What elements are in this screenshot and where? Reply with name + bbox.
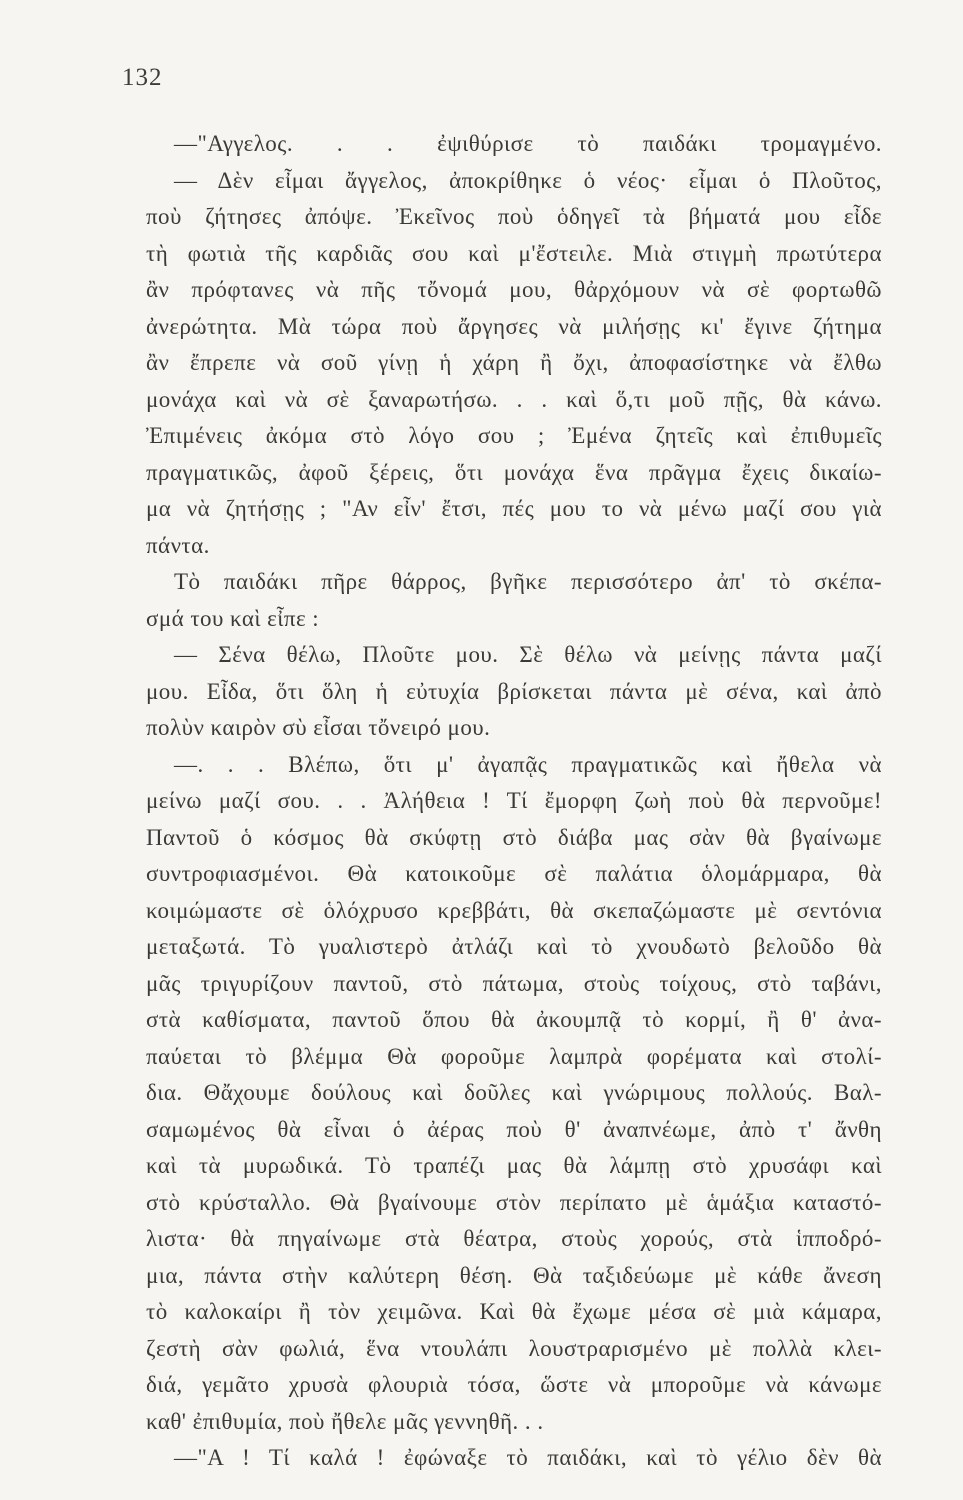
text-line: καὶ τὰ μυρωδικά. Τὸ τραπέζι μας θὰ λάμπῃ στὸ χρυσάφι καὶ: [146, 1153, 882, 1178]
text-line: ἀνερώτητα. Μὰ τώρα ποὺ ἄργησες νὰ μιλήσῃς κι' ἔγινε ζήτημα: [146, 313, 882, 339]
text-line: Παντοῦ ὁ κόσμος θὰ σκύφτῃ στὸ διάβα μας σὰν θὰ βγαίνωμε: [146, 824, 882, 850]
text-line: δια. Θἄχουμε δούλους καὶ δοῦλες καὶ γνώριμους πολλούς. Βαλ-: [146, 1080, 882, 1105]
text-line: καθ' ἐπιθυμία, ποὺ ἤθελε μᾶς γεννηθῆ. . .: [146, 1408, 544, 1434]
text-line: Τὸ παιδάκι πῆρε θάρρος, βγῆκε περισσότερο ἀπ' τὸ σκέπα-: [174, 569, 882, 594]
text-line: στὸ κρύσταλλο. Θὰ βγαίνουμε στὸν περίπατο μὲ ἁμάξια καταστό-: [146, 1189, 882, 1215]
text-line: τὸ καλοκαίρι ἢ τὸν χειμῶνα. Καὶ θὰ ἔχωμε μέσα σὲ μιὰ κάμαρα,: [146, 1299, 882, 1324]
body-text: [146, 126, 882, 1477]
text-line: κοιμώμαστε σὲ ὁλόχρυσο κρεββάτι, θὰ σκεπαζώμαστε μὲ σεντόνια: [146, 897, 882, 923]
text-line: —"Αγγελος. . . ἐψιθύρισε τὸ παιδάκι τρομαγμένο.: [174, 131, 882, 156]
text-line: — Δὲν εἶμαι ἄγγελος, ἀποκρίθηκε ὁ νέος· εἶμαι ὁ Πλοῦτος,: [174, 167, 882, 193]
text-line: — Σένα θέλω, Πλοῦτε μου. Σὲ θέλω νὰ μείνῃς πάντα μαζί: [174, 642, 882, 667]
text-line: —. . . Βλέπω, ὅτι μ' ἀγαπᾷς πραγματικῶς καὶ ἤθελα νὰ: [174, 751, 882, 777]
text-line: πολὺν καιρὸν σὺ εἶσαι τὄνειρό μου.: [146, 715, 491, 740]
text-line: μια, πάντα στὴν καλύτερη θέση. Θὰ ταξιδεύωμε μὲ κάθε ἄνεση: [146, 1262, 882, 1288]
page-number: 132: [122, 64, 163, 91]
text-line: τὴ φωτιὰ τῆς καρδιᾶς σου καὶ μ'ἔστειλε. Μιὰ στιγμὴ πρωτύτερα: [146, 240, 882, 266]
text-line: ποὺ ζήτησες ἀπόψε. Ἐκεῖνος ποὺ ὁδηγεῖ τὰ βήματά μου εἶδε: [146, 204, 882, 229]
text-line: μονάχα καὶ νὰ σὲ ξαναρωτήσω. . . καὶ ὅ,τι μοῦ πῇς, θὰ κάνω.: [146, 386, 882, 412]
text-line: λιστα· θὰ πηγαίνωμε στὰ θέατρα, στοὺς χορούς, στὰ ἱπποδρό-: [146, 1226, 882, 1251]
text-line: σαμωμένος θὰ εἶναι ὁ ἀέρας ποὺ θ' ἀναπνέωμε, ἀπὸ τ' ἄνθη: [146, 1116, 882, 1142]
text-line: συντροφιασμένοι. Θὰ κατοικοῦμε σὲ παλάτια ὁλομάρμαρα, θὰ: [146, 861, 882, 886]
text-line: —"Α ! Τί καλά ! ἐφώναξε τὸ παιδάκι, καὶ τὸ γέλιο δὲν θὰ: [174, 1445, 882, 1470]
text-line: μεταξωτά. Τὸ γυαλιστερὸ ἀτλάζι καὶ τὸ χνουδωτὸ βελοῦδο θὰ: [146, 934, 882, 959]
text-line: διά, γεμᾶτο χρυσὰ φλουριὰ τόσα, ὥστε νὰ μποροῦμε νὰ κάνωμε: [146, 1372, 882, 1397]
text-line: μᾶς τριγυρίζουν παντοῦ, στὸ πάτωμα, στοὺς τοίχους, στὸ ταβάνι,: [146, 970, 882, 996]
text-line: σμά του καὶ εἶπε :: [146, 605, 320, 631]
text-line: πραγματικῶς, ἀφοῦ ξέρεις, ὅτι μονάχα ἕνα πρᾶγμα ἔχεις δικαίω-: [146, 459, 882, 485]
text-line: μου. Εἶδα, ὅτι ὅλη ἡ εὐτυχία βρίσκεται πάντα μὲ σένα, καὶ ἀπὸ: [146, 678, 882, 704]
text-line: στὰ καθίσματα, παντοῦ ὅπου θὰ ἀκουμπᾷ τὸ κορμί, ἢ θ' ἀνα-: [146, 1007, 882, 1032]
text-line: Ἐπιμένεις ἀκόμα στὸ λόγο σου ; Ἐμένα ζητεῖς καὶ ἐπιθυμεῖς: [146, 423, 882, 448]
text-line: ἂν πρόφτανες νὰ πῆς τὄνομά μου, θἀρχόμουν νὰ σὲ φορτωθῶ: [146, 277, 882, 302]
text-line: μα νὰ ζητήσῃς ; "Αν εἶν' ἔτσι, πές μου το νὰ μένω μαζί σου γιὰ: [146, 496, 882, 521]
text-line: μείνω μαζί σου. . . Ἀλήθεια ! Τί ἔμορφη ζωὴ ποὺ θὰ περνοῦμε!: [146, 788, 882, 813]
text-line: ζεστὴ σὰν φωλιά, ἕνα ντουλάπι λουστραρισμένο μὲ πολλὰ κλει-: [146, 1335, 882, 1361]
text-line: πάντα.: [146, 532, 210, 558]
text-line: παύεται τὸ βλέμμα Θὰ φοροῦμε λαμπρὰ φορέματα καὶ στολί-: [146, 1043, 882, 1069]
text-line: ἂν ἔπρεπε νὰ σοῦ γίνῃ ἡ χάρη ἢ ὄχι, ἀποφασίστηκε νὰ ἔλθω: [146, 350, 882, 375]
